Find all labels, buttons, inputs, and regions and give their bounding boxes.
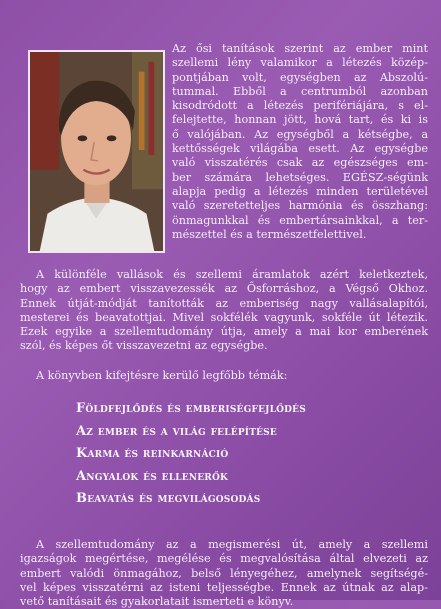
topics-intro: A könyvben kifejtésre kerülő legfőbb témák: [36, 369, 288, 382]
author-photo [28, 50, 165, 253]
intro-line: kettősségek világába esett. Az egységbe [172, 142, 428, 156]
author-portrait-image [30, 52, 163, 251]
body-line: szól, és képes őt visszavezetni az egységbe. [20, 339, 268, 353]
intro-line: ber számára lehetséges. EGÉSZ-ségünk [172, 170, 428, 184]
intro-line: önmagunkkal és embertársainkkal, a ter- [172, 213, 428, 227]
topic-item: Karma és reinkarnáció [76, 446, 229, 461]
topics-list [76, 398, 306, 511]
intro-line: felejtette, honnan jött, hová tart, és ki is [172, 113, 428, 127]
body-line: A különféle vallások és szellemi áramlatok azért keletkeztek, [36, 268, 428, 281]
main-paragraph [20, 268, 428, 354]
closing-line: igazságok megértése, megélése és megvalósítása által elvezeti az [20, 552, 428, 566]
intro-line: alapja pedig a létezés minden területével [172, 184, 428, 198]
intro-line: való szeretetteljes harmónia és összhang: [172, 199, 428, 213]
closing-line: embert valódi önmagához, belső lényegéhez, amelynek segítségé- [20, 566, 428, 580]
intro-line: való visszatérés csak az egészséges em- [172, 156, 428, 170]
topic-item: Az ember és a világ felépítése [76, 423, 277, 439]
intro-line: Az ősi tanítások szerint az ember mint [172, 42, 428, 55]
closing-line: A szellemtudomány az a megismerési út, amely a szellemi [36, 538, 428, 551]
intro-line: szellemi lény valamikor a létezés közép- [172, 56, 428, 70]
intro-paragraph [172, 42, 428, 242]
body-line: hogy az embert visszavezessék az Ősforráshoz, a Végső Okhoz. [20, 282, 428, 296]
intro-line: ő valójában. Az egységből a kétségbe, a [172, 127, 428, 141]
closing-line: vető tanításait és gyakorlatait ismerteti e könyv. [20, 595, 294, 609]
body-line: mesterei és beavatottjai. Mivel sokfélék vagyunk, sokféle út létezik. [20, 310, 428, 324]
intro-line: mészettel és a természetfelettivel. [172, 227, 367, 241]
body-line: Ennek útját-módját tanították az emberiség nagy vallásalapítói, [20, 296, 428, 310]
body-line: Ezek egyike a szellemtudomány útja, amely a mai kor emberének [20, 325, 428, 339]
topic-item: Beavatás és megvilágosodás [76, 491, 261, 506]
closing-line: vel képes visszatérni az isteni teljességbe. Ennek az útnak az alap- [20, 580, 428, 594]
intro-line: pontjában volt, egységben az Abszolú- [172, 70, 428, 84]
closing-paragraph [20, 538, 428, 609]
intro-line: tummal. Ebből a centrumból azonban [172, 84, 428, 98]
topic-item: Földfejlődés és emberiségfejlődés [76, 401, 306, 416]
intro-line: kisodródott a létezés perifériájára, s el- [172, 99, 428, 113]
topic-item: Angyalok és ellenerők [76, 468, 229, 484]
